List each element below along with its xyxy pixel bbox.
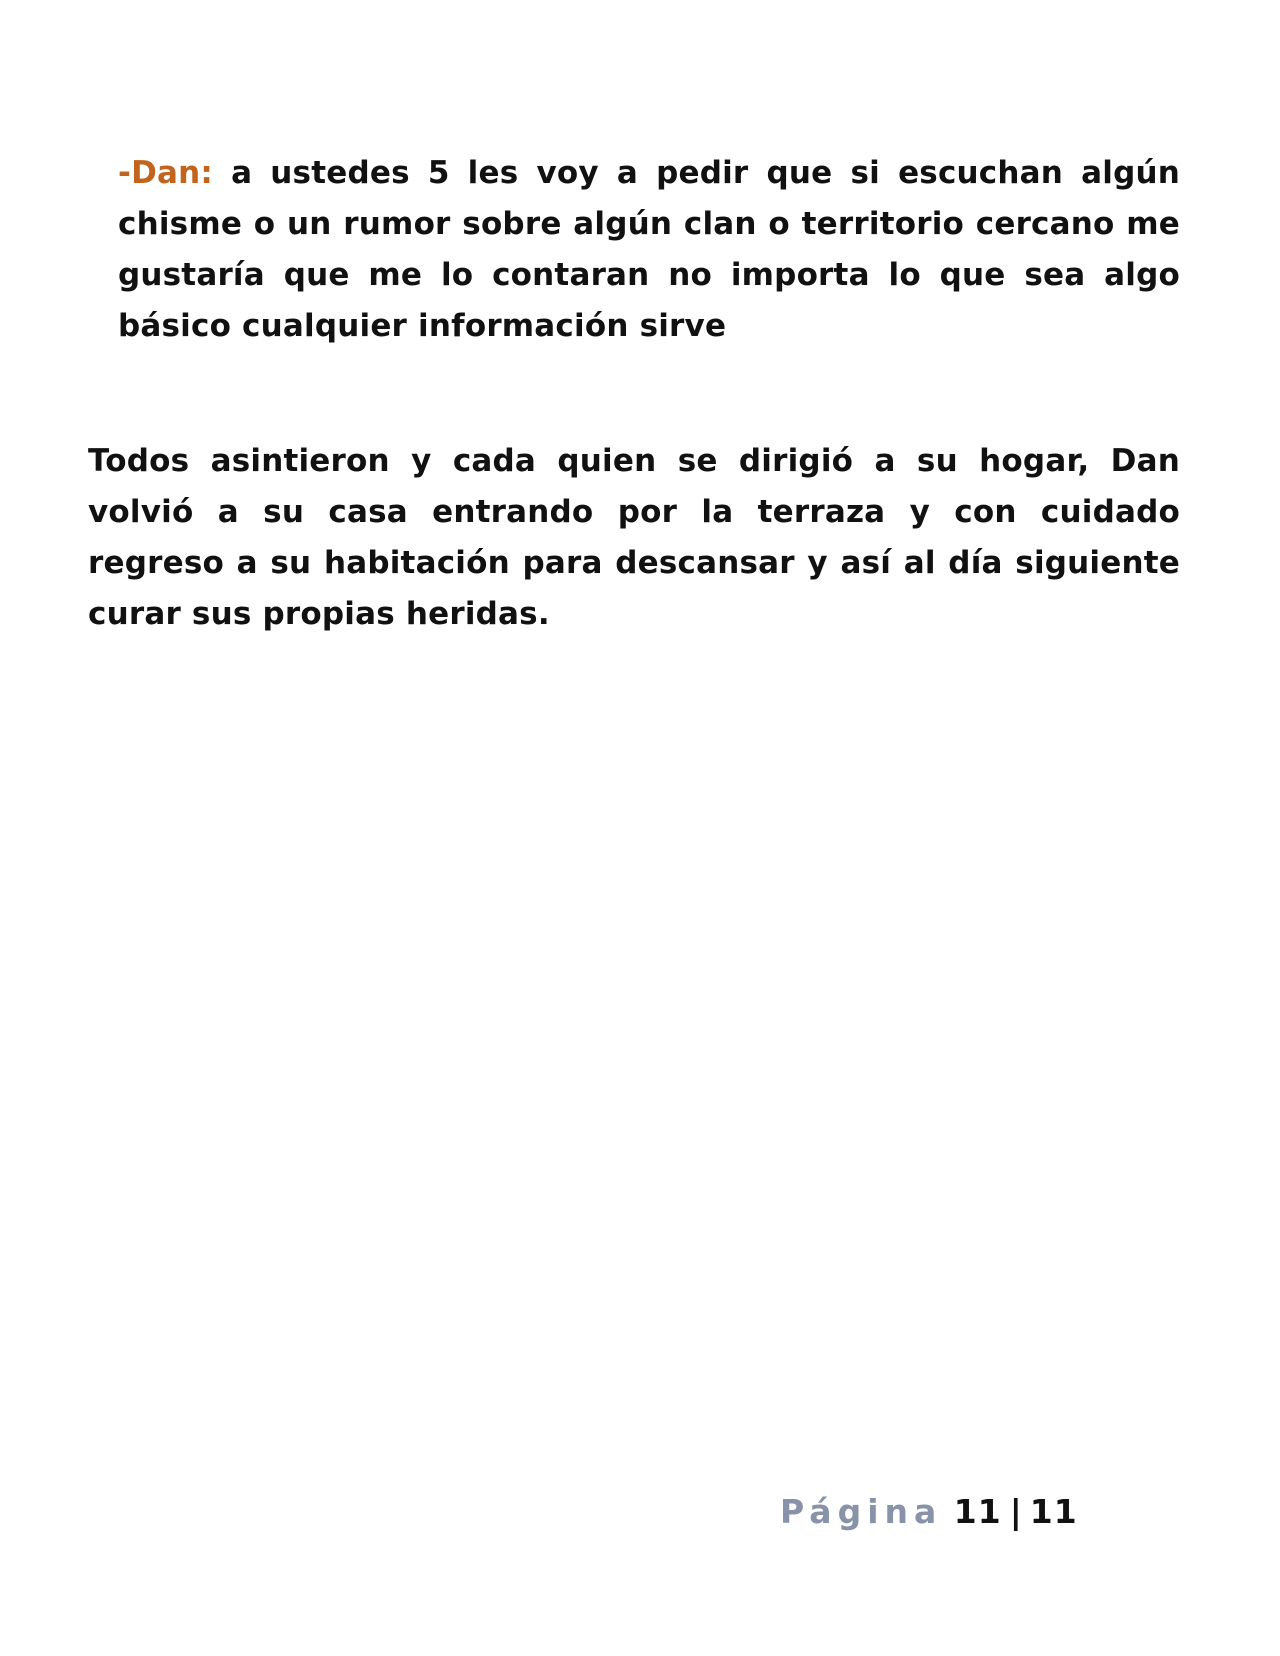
- page-label: Página: [780, 1492, 943, 1531]
- current-page-number: 11: [953, 1492, 1002, 1531]
- page-separator: |: [1009, 1492, 1022, 1531]
- total-pages-number: 11: [1029, 1492, 1078, 1531]
- dialogue-text: a ustedes 5 les voy a pedir que si escuchan algún chisme o un rumor sobre algún clan o territorio cercano me gustaría que me lo contaran no importa lo que sea algo básico cualquier información sirve: [118, 155, 1180, 344]
- dialogue-paragraph: [118, 148, 1180, 352]
- narration-paragraph: Todos asintieron y cada quien se dirigió a su hogar, Dan volvió a su casa entrando por la terraza y con cuidado regreso a su habitación para descansar y así al día siguiente curar sus propias heridas.: [88, 443, 1180, 632]
- page-footer: [780, 1488, 1180, 1536]
- speaker-name: -Dan:: [118, 155, 213, 191]
